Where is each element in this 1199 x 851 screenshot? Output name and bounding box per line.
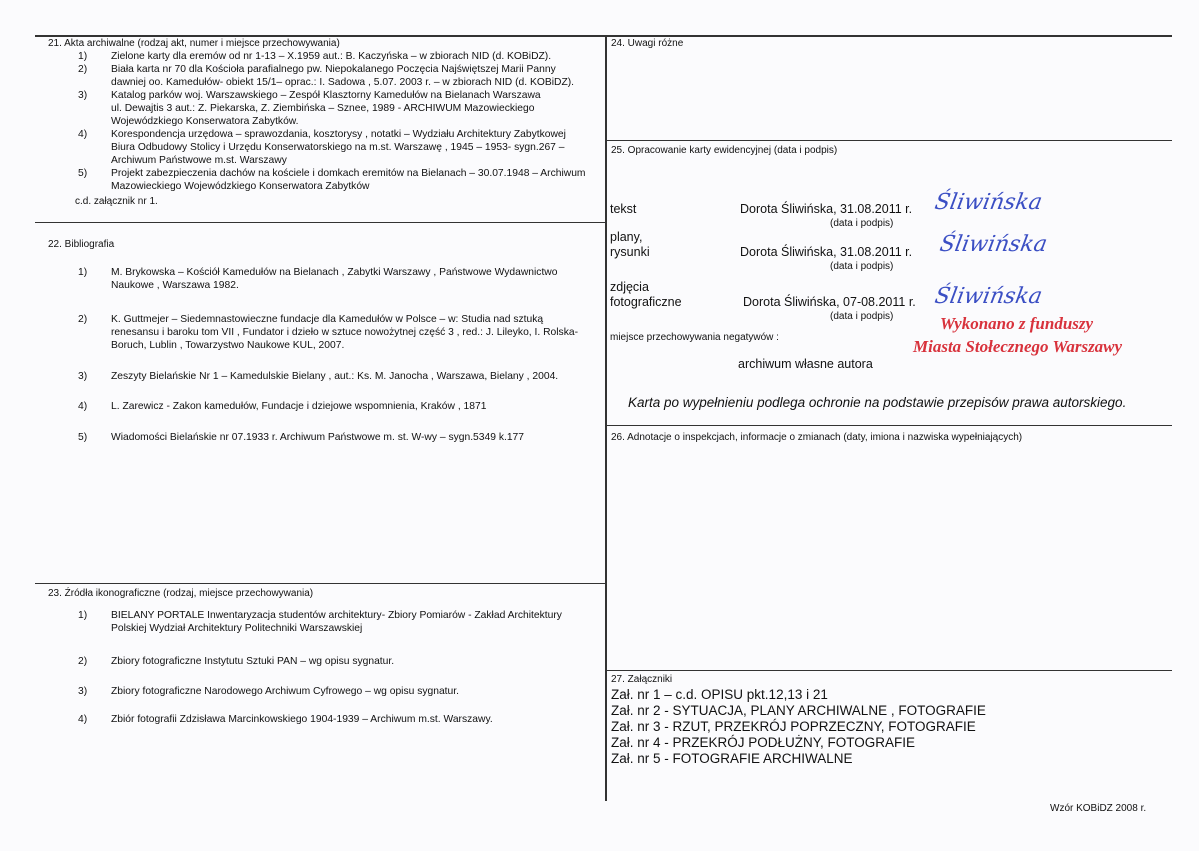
item-number: 3)	[78, 90, 88, 101]
item-text: renesansu i baroku tom VII , Fundator i dzieło w sztuce nowożytnej część 3 , red.: J. Lileyko, I. Rolska-	[111, 327, 579, 338]
row-label: fotograficzne	[610, 295, 682, 309]
attachment-item: Zał. nr 1 – c.d. OPISU pkt.12,13 i 21	[611, 687, 828, 702]
divider-26-27	[606, 670, 1172, 671]
item-text: Zbiór fotografii Zdzisława Marcinkowskiego 1904-1939 – Archiwum m.st. Warszawy.	[111, 714, 493, 725]
item-number: 1)	[78, 51, 88, 62]
attachment-item: Zał. nr 4 - PRZEKRÓJ PODŁUŻNY, FOTOGRAFIE	[611, 735, 916, 750]
item-number: 2)	[78, 64, 88, 75]
item-text: M. Brykowska – Kościół Kamedułów na Bielanach , Zabytki Warszawy , Państwowe Wydawnictwo	[111, 267, 558, 278]
item-text: Biała karta nr 70 dla Kościoła parafialnego pw. Niepokalanego Poczęcia Najświętszej Marii Panny	[111, 64, 556, 75]
list-item	[78, 89, 541, 128]
section-23-title: 23. Źródła ikonograficzne (rodzaj, miejsce przechowywania)	[48, 588, 314, 599]
signature: Śliwińska	[932, 190, 1045, 215]
top-border	[35, 35, 1172, 37]
negatives-label: miejsce przechowywania negatywów :	[610, 332, 779, 343]
list-item	[78, 313, 578, 352]
item-text: Katalog parków woj. Warszawskiego – Zespół Klasztorny Kamedułów na Bielanach Warszawa	[111, 90, 541, 101]
item-text: Projekt zabezpieczenia dachów na kościele i domkach eremitów na Bielanach – 30.07.1948 – Archiwum	[111, 168, 586, 179]
item-number: 2)	[78, 314, 88, 325]
item-text: dawniej oo. Kamedułów- obiekt 15/1– oprac.: I. Sadowa , 5.07. 2003 r. – w zbiorach NID (d. KOBiDZ).	[111, 77, 575, 88]
negatives-value: archiwum własne autora	[738, 357, 873, 371]
item-text: K. Guttmejer – Siedemnastowieczne fundacje dla Kamedułów w Polsce – w: Studia nad sztuką	[111, 314, 544, 325]
divider-22-23	[35, 583, 606, 584]
item-text: Mazowieckiego Wojewódzkiego Konserwatora Zabytków	[111, 181, 370, 192]
funding-stamp-line2: Miasta Stołecznego Warszawy	[913, 337, 1123, 356]
attachment-item: Zał. nr 5 - FOTOGRAFIE ARCHIWALNE	[611, 751, 853, 766]
item-number: 1)	[78, 267, 88, 278]
row-label: rysunki	[610, 245, 650, 259]
item-text: Naukowe , Warszawa 1982.	[111, 280, 239, 291]
item-text: ul. Dewajtis 3 aut.: Z. Piekarska, Z. Ziembińska – Sznee, 1989 - ARCHIWUM Mazowieckiego	[111, 103, 535, 114]
item-number: 5)	[78, 432, 88, 443]
row-value: Dorota Śliwińska, 07-08.2011 r.	[743, 295, 916, 309]
item-text: Wiadomości Bielańskie nr 07.1933 r. Archiwum Państwowe m. st. W-wy – sygn.5349 k.177	[111, 432, 525, 443]
list-item	[78, 685, 459, 698]
item-text: Zbiory fotograficzne Instytutu Sztuki PAN – wg opisu sygnatur.	[111, 656, 395, 667]
section-21-title: 21. Akta archiwalne (rodzaj akt, numer i miejsce przechowywania)	[48, 38, 340, 49]
list-item	[78, 713, 493, 726]
item-number: 4)	[78, 401, 88, 412]
list-item	[78, 128, 566, 167]
item-number: 4)	[78, 129, 88, 140]
item-text: Zeszyty Bielańskie Nr 1 – Kamedulskie Bielany , aut.: Ks. M. Janocha , Warszawa, Bielany , 2004.	[111, 371, 559, 382]
item-number: 1)	[78, 610, 88, 621]
item-number: 2)	[78, 656, 88, 667]
list-item	[78, 50, 551, 63]
item-text: Biura Odbudowy Stolicy i Urzędu Konserwatorskiego na m.st. Warszawę , 1945 – 1953- sygn.267 –	[111, 142, 565, 153]
signature: Śliwińska	[932, 284, 1045, 309]
signature: Śliwińska	[937, 232, 1050, 257]
section-26-title: 26. Adnotacje o inspekcjach, informacje o zmianach (daty, imiona i nazwiska wypełniających)	[611, 432, 1023, 443]
item-text: BIELANY PORTALE Inwentaryzacja studentów architektury- Zbiory Pomiarów - Zakład Architektury	[111, 610, 562, 621]
divider-21-22	[35, 222, 606, 223]
item-text: Korespondencja urzędowa – sprawozdania, kosztorysy , notatki – Wydziału Architektury Zabytkowej	[111, 129, 566, 140]
attachment-item: Zał. nr 3 - RZUT, PRZEKRÓJ POPRZECZNY, FOTOGRAFIE	[611, 719, 976, 734]
list-item	[78, 63, 574, 89]
item-text: Zbiory fotograficzne Narodowego Archiwum Cyfrowego – wg opisu sygnatur.	[111, 686, 459, 697]
section-27-title: 27. Załączniki	[611, 674, 673, 685]
funding-stamp-line1: Wykonano z funduszy	[940, 314, 1094, 333]
list-item	[78, 400, 486, 413]
section-25-title: 25. Opracowanie karty ewidencyjnej (data i podpis)	[611, 145, 838, 156]
list-item	[78, 167, 586, 193]
list-item	[78, 431, 524, 444]
column-divider	[605, 35, 607, 801]
row-label: zdjęcia	[610, 280, 649, 294]
attachment-item: Zał. nr 2 - SYTUACJA, PLANY ARCHIWALNE , FOTOGRAFIE	[611, 703, 986, 718]
section-21-footer: c.d. załącznik nr 1.	[75, 196, 158, 207]
row-note: (data i podpis)	[830, 218, 894, 229]
row-note: (data i podpis)	[830, 261, 894, 272]
row-label: plany,	[610, 230, 643, 244]
row-note: (data i podpis)	[830, 311, 894, 322]
item-text: L. Zarewicz - Zakon kamedułów, Fundacje i dziejowe wspomnienia, Kraków , 1871	[111, 401, 487, 412]
list-item	[78, 266, 557, 292]
item-text: Zielone karty dla eremów od nr 1-13 – X.1959 aut.: B. Kaczyńska – w zbiorach NID (d. KOBiDZ).	[111, 51, 552, 62]
item-text: Archiwum Państwowe m.st. Warszawy	[111, 155, 287, 166]
item-text: Wojewódzkiego Konserwatora Zabytków.	[111, 116, 299, 127]
row-value: Dorota Śliwińska, 31.08.2011 r.	[740, 245, 913, 259]
item-number: 5)	[78, 168, 88, 179]
section-22-title: 22. Bibliografia	[48, 239, 115, 250]
item-number: 3)	[78, 371, 88, 382]
list-item	[78, 655, 394, 668]
row-label: tekst	[610, 202, 637, 216]
copyright-notice: Karta po wypełnieniu podlega ochronie na podstawie przepisów prawa autorskiego.	[628, 395, 1127, 410]
list-item	[78, 609, 562, 635]
divider-24-25	[606, 140, 1172, 141]
item-number: 4)	[78, 714, 88, 725]
item-text: Boruch, Lublin , Towarzystwo Naukowe KUL, 2007.	[111, 340, 345, 351]
list-item	[78, 370, 558, 383]
row-value: Dorota Śliwińska, 31.08.2011 r.	[740, 202, 913, 216]
item-number: 3)	[78, 686, 88, 697]
item-text: Polskiej Wydział Architektury Politechniki Warszawskiej	[111, 623, 363, 634]
section-24-title: 24. Uwagi różne	[611, 38, 684, 49]
divider-25-26	[606, 425, 1172, 426]
form-template-footer: Wzór KOBiDZ 2008 r.	[1050, 803, 1147, 814]
